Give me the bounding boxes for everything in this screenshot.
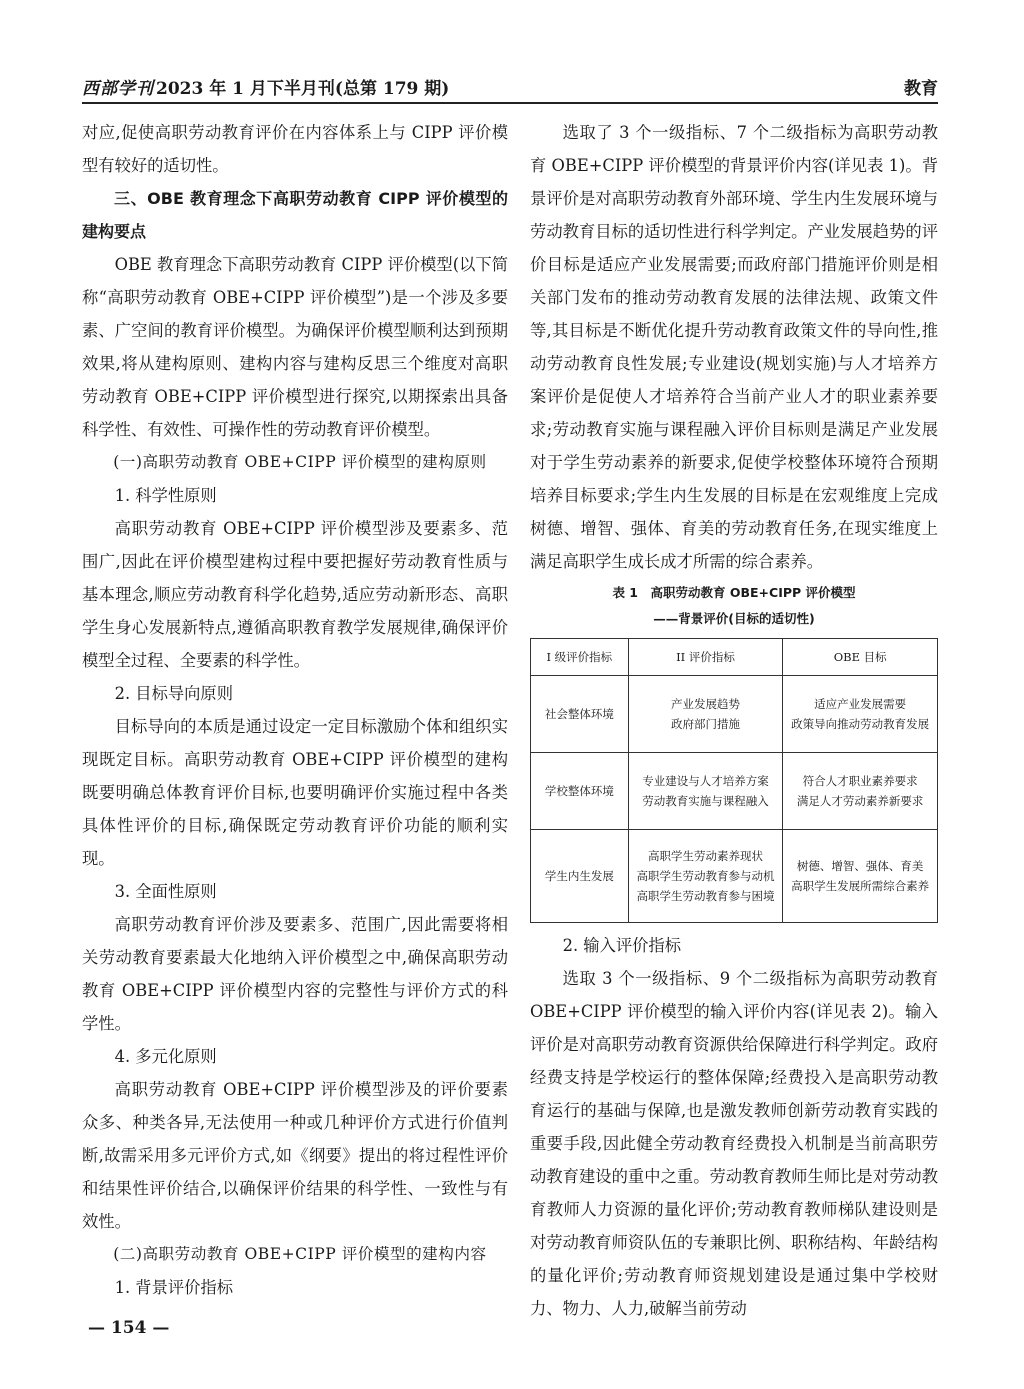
table-header-row	[531, 639, 938, 676]
table-caption-subtitle: ——背景评价(目标的适切性)	[653, 611, 815, 626]
principle-heading-3: 3. 全面性原则	[114, 882, 217, 901]
left-column	[82, 116, 508, 1304]
cell-line: 高职学生劳动素养现状	[648, 849, 763, 863]
table-cell	[628, 830, 783, 923]
cell-line: 劳动教育实施与课程融入	[642, 794, 769, 808]
cell-line: 适应产业发展需要	[814, 697, 907, 711]
table-cell	[783, 676, 938, 753]
table-row	[531, 676, 938, 753]
issue-info: 2023 年 1 月下半月刊(总第 179 期)	[156, 79, 450, 99]
cell-line: 政策导向推动劳动教育发展	[791, 717, 930, 731]
subsection-heading-2: (二)高职劳动教育 OBE+CIPP 评价模型的建构内容	[113, 1245, 487, 1263]
left-paragraph-3: 高职劳动教育 OBE+CIPP 评价模型涉及要素多、范围广,因此在评价模型建构过程中要把握好劳动教育性质与基本理念,顺应劳动教育科学化趋势,适应劳动新形态、高职学生身心发展新特点,遵循高职教育教学发展规律,确保评价模型全过程、全要素的科学性。	[82, 519, 508, 670]
indicator-heading-1: 1. 背景评价指标	[114, 1278, 233, 1297]
table-row	[531, 830, 938, 923]
left-paragraph-1: 对应,促使高职劳动教育评价在内容体系上与 CIPP 评价模型有较好的适切性。	[82, 123, 508, 175]
header-rule	[82, 102, 938, 104]
cell-line: 专业建设与人才培养方案	[642, 774, 769, 788]
cell-line: 高职学生劳动教育参与困境	[636, 889, 775, 903]
cell-line: 满足人才劳动素养新要求	[796, 794, 924, 808]
table-row	[531, 753, 938, 830]
principle-heading-4: 4. 多元化原则	[114, 1047, 217, 1066]
principle-heading-1: 1. 科学性原则	[114, 486, 217, 505]
table-caption	[530, 580, 938, 632]
cell-line: 高职学生劳动教育参与动机	[636, 869, 775, 883]
table-caption-title: 表 1 高职劳动教育 OBE+CIPP 评价模型	[612, 585, 856, 600]
left-paragraph-5: 高职劳动教育评价涉及要素多、范围广,因此需要将相关劳动教育要素最大化地纳入评价模型之中,确保高职劳动教育 OBE+CIPP 评价模型内容的完整性与评价方式的科学性。	[82, 915, 508, 1033]
right-paragraph-1: 选取了 3 个一级指标、7 个二级指标为高职劳动教育 OBE+CIPP 评价模型的背景评价内容(详见表 1)。背景评价是对高职劳动教育外部环境、学生内生发展环境与劳动教育目标的适切性进行科学判定。产业发展趋势的评价目标是适应产业发展需要;而政府部门措施评价则是相关部门发布的推动劳动教育发展的法律法规、政策文件等,其目标是不断优化提升劳动教育政策文件的导向性,推动劳动教育良性发展;专业建设(规划实施)与人才培养方案评价是促使人才培养符合当前产业人才的职业素养要求;劳动教育实施与课程融入评价目标则是满足产业发展对于学生劳动素养的新要求,促使学校整体环境符合预期培养目标要求;学生内生发展的目标是在宏观维度上完成树德、增智、强体、育美的劳动教育任务,在现实维度上满足高职学生成长成才所需的综合素养。	[530, 123, 938, 571]
table-cell: 学生内生发展	[531, 830, 629, 923]
indicator-heading-2: 2. 输入评价指标	[562, 936, 681, 955]
cell-line: 政府部门措施	[671, 717, 740, 731]
table-cell	[628, 753, 783, 830]
section-label: 教育	[904, 79, 938, 99]
right-column	[530, 116, 938, 1325]
cell-line: 高职学生发展所需综合素养	[791, 879, 930, 893]
journal-header	[82, 74, 449, 99]
table-cell	[783, 753, 938, 830]
cell-line: 产业发展趋势	[671, 697, 740, 711]
cell-line: 符合人才职业素养要求	[802, 774, 918, 788]
table-header-cell: I 级评价指标	[531, 639, 629, 676]
section-heading-3: 三、OBE 教育理念下高职劳动教育 CIPP 评价模型的建构要点	[82, 189, 508, 241]
table-header-cell: II 评价指标	[628, 639, 783, 676]
left-paragraph-2: OBE 教育理念下高职劳动教育 CIPP 评价模型(以下简称“高职劳动教育 OBE+CIPP 评价模型”)是一个涉及多要素、广空间的教育评价模型。为确保评价模型顺利达到预期效果,将从建构原则、建构内容与建构反思三个维度对高职劳动教育 OBE+CIPP 评价模型进行探究,以期探索出具备科学性、有效性、可操作性的劳动教育评价模型。	[82, 255, 508, 439]
table-cell	[783, 830, 938, 923]
page-number: — 154 —	[88, 1318, 170, 1338]
table-cell: 学校整体环境	[531, 753, 629, 830]
running-header	[82, 74, 938, 100]
table-1	[530, 638, 938, 923]
right-paragraph-2: 选取 3 个一级指标、9 个二级指标为高职劳动教育 OBE+CIPP 评价模型的输入评价内容(详见表 2)。输入评价是对高职劳动教育资源供给保障进行科学判定。政府经费支持是学校运行的整体保障;经费投入是高职劳动教育运行的基础与保障,也是激发教师创新劳动教育实践的重要手段,因此健全劳动教育经费投入机制是当前高职劳动教育建设的重中之重。劳动教育教师生师比是对劳动教育教师人力资源的量化评价;劳动教育教师梯队建设则是对劳动教育师资队伍的专兼职比例、职称结构、年龄结构的量化评价;劳动教育师资规划建设是通过集中学校财力、物力、人力,破解当前劳动	[530, 969, 938, 1318]
cell-line: 树德、增智、强体、育美	[796, 859, 924, 873]
table-header-cell: OBE 目标	[783, 639, 938, 676]
table-cell: 社会整体环境	[531, 676, 629, 753]
table-cell	[628, 676, 783, 753]
subsection-heading-1: (一)高职劳动教育 OBE+CIPP 评价模型的建构原则	[113, 453, 487, 471]
principle-heading-2: 2. 目标导向原则	[114, 684, 233, 703]
left-paragraph-4: 目标导向的本质是通过设定一定目标激励个体和组织实现既定目标。高职劳动教育 OBE+CIPP 评价模型的建构既要明确总体教育评价目标,也要明确评价实施过程中各类具体性评价的目标,确保既定劳动教育评价功能的顺利实现。	[82, 717, 508, 868]
left-paragraph-6: 高职劳动教育 OBE+CIPP 评价模型涉及的评价要素众多、种类各异,无法使用一种或几种评价方式进行价值判断,故需采用多元评价方式,如《纲要》提出的将过程性评价和结果性评价结合,以确保评价结果的科学性、一致性与有效性。	[82, 1080, 508, 1231]
journal-logo: 西部学刊	[82, 79, 154, 99]
